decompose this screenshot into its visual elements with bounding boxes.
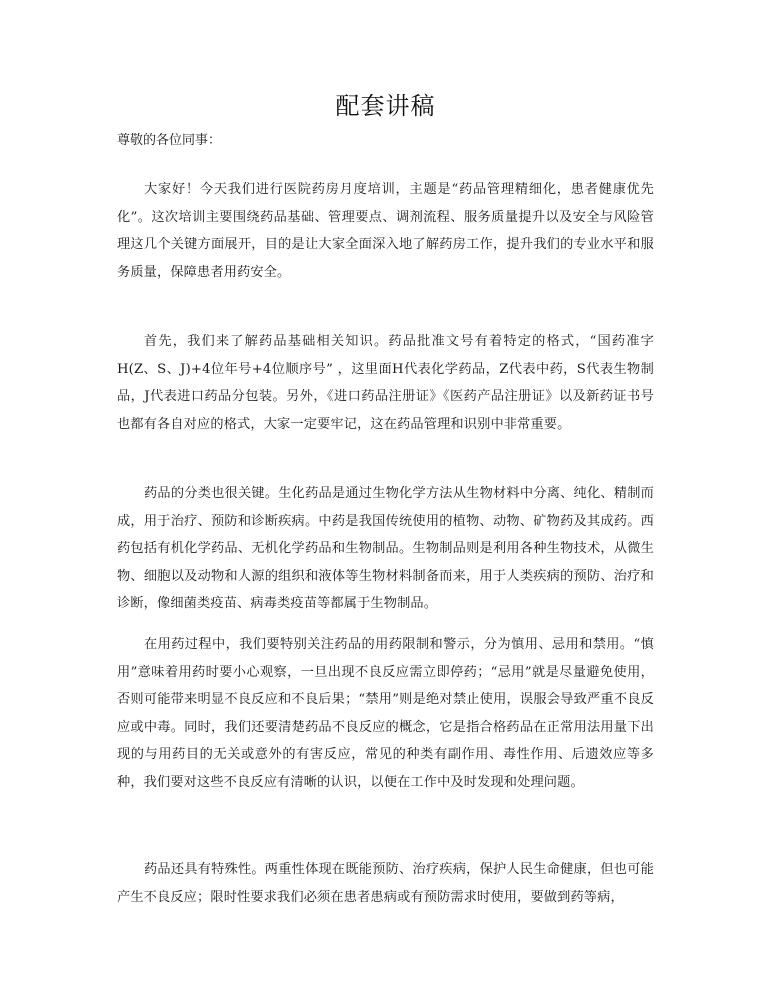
paragraph-drug-particularity: 药品还具有特殊性。两重性体现在既能预防、治疗疾病，保护人民生命健康，但也可能产生不良反应；限时性要求我们必须在患者患病或有预防需求时使用，要做到药等病， [117, 862, 654, 905]
greeting: 尊敬的各位同事： [117, 133, 222, 148]
document-title: 配套讲稿 [335, 92, 436, 120]
paragraph-usage-restrictions: 在用药过程中，我们要特别关注药品的用药限制和警示，分为慎用、忌用和禁用。“慎用”意味着用药时要小心观察，一旦出现不良反应需立即停药；“忌用”就是尽量避免使用，否则可能带来明显不良反应和不良后果；“禁用”则是绝对禁止使用，误服会导致严重不良反应或中毒。同时，我们还要清楚药品不良反应的概念，它是指合格药品在正常用法用量下出现的与用药目的无关或意外的有害反应，常见的种类有副作用、毒性作用、后遗效应等多种，我们要对这些不良反应有清晰的认识，以便在工作中及时发现和处理问题。 [117, 637, 654, 790]
paragraph-approval-number: 首先，我们来了解药品基础相关知识。药品批准文号有着特定的格式，“国药准字H(Z、S、J)+4位年号+4位顺序号” ，这里面H代表化学药品，Z代表中药，S代表生物制品，J代表进口药品分包装。另外，《进口药品注册证》《医药产品注册证》以及新药证书号也都有各自对应的格式，大家一定要牢记，这在药品管理和识别中非常重要。 [117, 334, 654, 432]
paragraph-drug-classification: 药品的分类也很关键。生化药品是通过生物化学方法从生物材料中分离、纯化、精制而成，用于治疗、预防和诊断疾病。中药是我国传统使用的植物、动物、矿物药及其成药。西药包括有机化学药品、无机化学药品和生物制品。生物制品则是利用各种生物技术，从微生物、细胞以及动物和人源的组织和液体等生物材料制备而来，用于人类疾病的预防、治疗和诊断，像细菌类疫苗、病毒类疫苗等都属于生物制品。 [117, 486, 654, 612]
paragraph-intro: 大家好！今天我们进行医院药房月度培训，主题是“药品管理精细化，患者健康优先化”。这次培训主要围绕药品基础、管理要点、调剂流程、服务质量提升以及安全与风险管理这几个关键方面展开，目的是让大家全面深入地了解药房工作，提升我们的专业水平和服务质量，保障患者用药安全。 [117, 182, 654, 280]
